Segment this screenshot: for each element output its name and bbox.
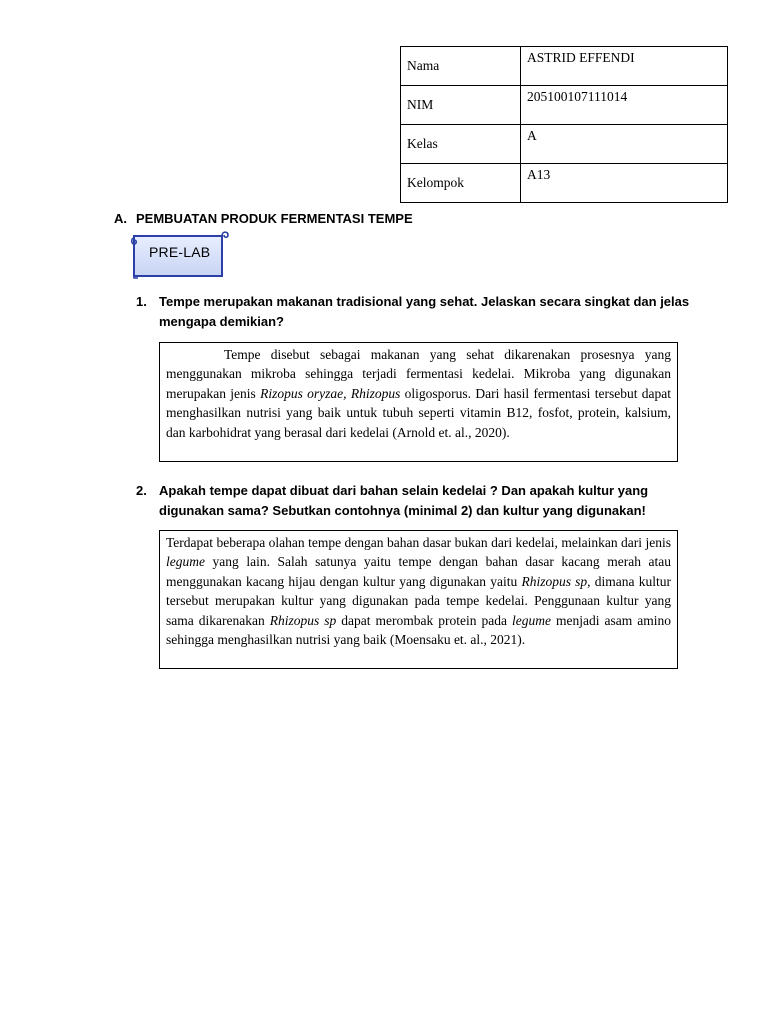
question-number: 2.	[136, 483, 147, 498]
prelab-label: PRE-LAB	[149, 244, 211, 260]
section-title: PEMBUATAN PRODUK FERMENTASI TEMPE	[136, 211, 413, 226]
answer-italic-text: Rhizopus sp,	[521, 573, 591, 589]
answer-text: Tempe disebut sebagai makanan yang sehat dikarenakan prosesnya yang menggunakan mikroba sehingga terjadi fermentasi kedelai. Mikroba yang digunakan merupakan jenis	[166, 347, 671, 401]
info-row-kelompok	[401, 164, 728, 203]
answer-text: yang lain. Salah satunya yaitu tempe dengan bahan dasar kacang merah atau menggunakan kacang hijau dengan kultur yang digunakan yaitu	[166, 554, 671, 589]
question-1	[136, 292, 696, 332]
answer-paragraph	[166, 345, 671, 442]
info-value: ASTRID EFFENDI	[521, 47, 728, 86]
student-info-table	[400, 46, 728, 203]
answer-text: oligosporus. Dari hasil fermentasi tersebut dapat menghasilkan nutrisi yang baik untuk tubuh seperti vitamin B12, fosfot, protein, kalsium, dan karbohidrat yang berasal dari kedelai (Arnold et. al., 2020).	[166, 385, 671, 440]
answer-text: dimana kultur tersebut merupakan kultur yang digunakan pada tempe kedelai. Penggunaan kultur yang sama dikarenakan	[166, 573, 671, 628]
info-label: Kelas	[401, 125, 521, 164]
question-number: 1.	[136, 294, 147, 309]
info-label: Kelompok	[401, 164, 521, 203]
info-row-nama	[401, 47, 728, 86]
info-row-kelas	[401, 125, 728, 164]
answer-italic-text: legume	[512, 612, 551, 628]
answer-box-2	[159, 530, 678, 669]
info-row-nim	[401, 86, 728, 125]
question-text: Apakah tempe dapat dibuat dari bahan selain kedelai ? Dan apakah kultur yang digunakan sama? Sebutkan contohnya (minimal 2) dan kultur yang digunakan!	[159, 483, 649, 518]
answer-text: menjadi asam amino sehingga menghasilkan nutrisi yang baik (Moensaku et. al., 2021).	[166, 612, 672, 648]
answer-text: dapat merombak protein pada	[336, 612, 513, 628]
section-letter: A.	[114, 211, 127, 226]
answer-text: Terdapat beberapa olahan tempe dengan bahan dasar bukan dari kedelai, melainkan dari jenis	[166, 535, 671, 550]
info-value: A13	[521, 164, 728, 203]
section-heading	[114, 211, 413, 226]
answer-italic-text: legume	[166, 554, 205, 570]
answer-paragraph	[166, 533, 671, 649]
answer-italic-text: Rizopus oryzae, Rhizopus	[260, 385, 401, 401]
info-value: 205100107111014	[521, 86, 728, 125]
question-2	[136, 481, 696, 521]
info-value: A	[521, 125, 728, 164]
info-label: NIM	[401, 86, 521, 125]
info-label: Nama	[401, 47, 521, 86]
answer-box-1	[159, 342, 678, 462]
answer-italic-text: Rhizopus sp	[269, 612, 337, 628]
question-text: Tempe merupakan makanan tradisional yang sehat. Jelaskan secara singkat dan jelas mengapa demikian?	[159, 294, 690, 329]
